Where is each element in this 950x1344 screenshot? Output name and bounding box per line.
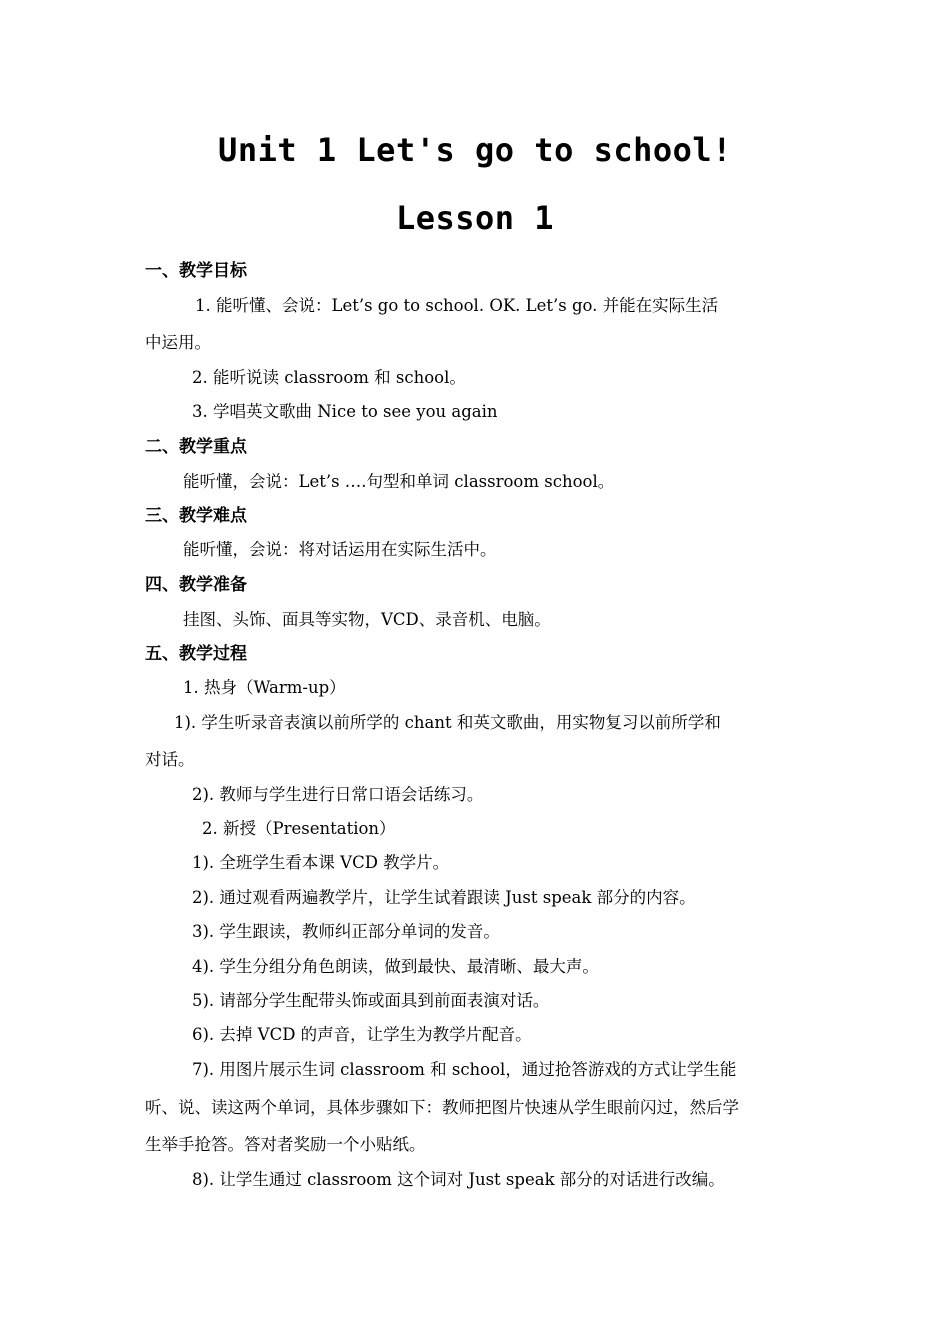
presentation-item-4: 4). 学生分组分角色朗读，做到最快、最清晰、最大声。	[192, 957, 599, 976]
presentation-item-8: 8). 让学生通过 classroom 这个词对 Just speak 部分的对话进行改编。	[192, 1170, 725, 1189]
section-heading-process: 五、教学过程	[145, 644, 247, 664]
difficulties-text: 能听懂，会说：将对话运用在实际生活中。	[183, 540, 497, 559]
presentation-item-5: 5). 请部分学生配带头饰或面具到前面表演对话。	[192, 991, 550, 1010]
presentation-item-1: 1). 全班学生看本课 VCD 教学片。	[192, 853, 450, 872]
preparation-text: 挂图、头饰、面具等实物，VCD、录音机、电脑。	[183, 610, 551, 629]
warmup-item-2: 2). 教师与学生进行日常口语会话练习。	[192, 785, 484, 804]
section-heading-difficulties: 三、教学难点	[145, 506, 247, 526]
presentation-item-7-cont-1: 听、说、读这两个单词，具体步骤如下：教师把图片快速从学生眼前闪过，然后学	[145, 1098, 739, 1117]
lesson-title: Lesson 1	[395, 199, 555, 237]
warmup-item-1: 1). 学生听录音表演以前所学的 chant 和英文歌曲，用实物复习以前所学和	[174, 713, 721, 732]
section-heading-key-points: 二、教学重点	[145, 437, 247, 457]
presentation-item-2: 2). 通过观看两遍教学片，让学生试着跟读 Just speak 部分的内容。	[192, 888, 696, 907]
step-1-warmup: 1. 热身（Warm-up）	[183, 678, 346, 697]
objective-1-cont: 中运用。	[145, 333, 211, 352]
section-heading-objectives: 一、教学目标	[145, 261, 247, 281]
objective-3: 3. 学唱英文歌曲 Nice to see you again	[192, 402, 498, 421]
presentation-item-7-cont-2: 生举手抢答。答对者奖励一个小贴纸。	[145, 1135, 426, 1154]
section-heading-preparation: 四、教学准备	[145, 575, 247, 595]
objective-2: 2. 能听说读 classroom 和 school。	[192, 368, 466, 387]
presentation-item-3: 3). 学生跟读，教师纠正部分单词的发音。	[192, 922, 500, 941]
presentation-item-6: 6). 去掉 VCD 的声音，让学生为教学片配音。	[192, 1025, 532, 1044]
step-2-presentation: 2. 新授（Presentation）	[202, 819, 396, 838]
warmup-item-1-cont: 对话。	[145, 750, 195, 769]
presentation-item-7: 7). 用图片展示生词 classroom 和 school，通过抢答游戏的方式让学生能	[192, 1060, 737, 1079]
objective-1: 1. 能听懂、会说：Let’s go to school. OK. Let’s go. 并能在实际生活	[195, 296, 719, 315]
document-title: Unit 1 Let's go to school!	[218, 131, 732, 169]
key-points-text: 能听懂，会说：Let’s ….句型和单词 classroom school。	[183, 472, 615, 491]
